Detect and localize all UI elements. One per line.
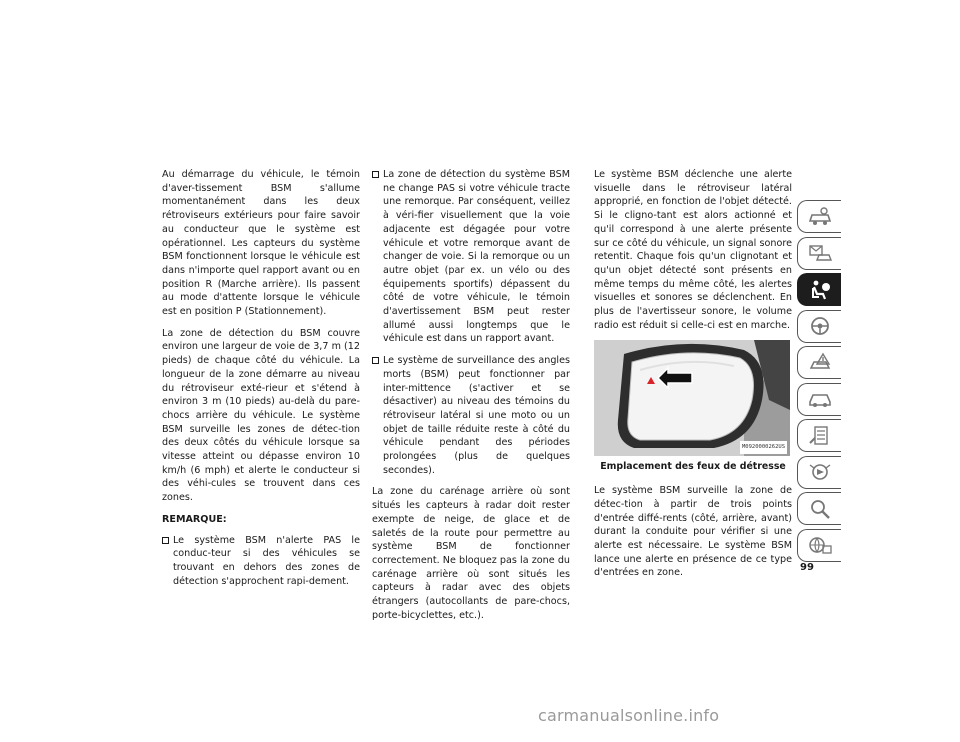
tab-hazard-warning[interactable] (797, 346, 841, 379)
bullet-item (372, 354, 570, 477)
tab-car-dashboard[interactable] (797, 200, 841, 233)
text-column-1 (162, 168, 360, 596)
bullet-item (162, 534, 360, 589)
watermark: carmanualsonline.info (538, 706, 720, 725)
tab-search[interactable] (797, 492, 841, 525)
paragraph-bsm-startup: Au démarrage du véhicule, le témoin d'aver-tissement BSM s'allume momentanément dans les deux rétroviseurs extérieurs pour faire savoir au conducteur que le système est opérationnel. Les capteurs du système BSM fonctionnent lorsque le véhicule est dans n'importe quel rapport avant ou en position R (Marche arrière). Ils passent au mode d'attente lorsque le véhicule est en position P (Stationnement). (162, 169, 360, 318)
text-column-3 (594, 168, 792, 588)
note-label: REMARQUE: (162, 513, 227, 525)
paragraph-detection-zone: La zone de détection du BSM couvre environ une largeur de voie de 3,7 m (12 pieds) de chaque côté du véhicule. La longueur de la zone démarre au niveau du rétroviseur exté-rieur et s'étend à environ 3 m (10 pieds) au-delà du pare-chocs arrière du véhicule. Le système BSM surveille les zones de détec-tion des deux côtés du véhicule lorsque sa vitesse atteint ou dépasse environ 10 km/h (6 mph) et alerte le conducteur si des véhi-cules se trouvent dans ces zones. (162, 327, 360, 504)
multimedia-icon (807, 461, 833, 483)
search-icon (807, 498, 833, 520)
car-service-icon (807, 388, 833, 410)
tab-multimedia[interactable] (797, 456, 841, 489)
tab-car-envelope[interactable] (797, 237, 841, 270)
steering-wheel-icon (807, 315, 833, 337)
checkbox-bullet-icon (162, 537, 169, 544)
bullet-text: Le système de surveillance des angles morts (BSM) peut fonctionner par inter-mittence (s'activer et se désactiver) au niveau des témoins du rétroviseur latéral si une moto ou un objet de taille réduite reste à côté du véhicule pendant des périodes prolongées (plus de quelques secondes). (383, 355, 570, 476)
paragraph-visual-alert: Le système BSM déclenche une alerte visuelle dans le rétroviseur latéral approprié, en fonction de l'objet détecté. Si le cligno-tant est alors actionné et qu'il correspond à une alerte présente sur ce côté du véhicule, un signal sonore retentit. Chaque fois qu'un clignotant et qu'un objet détecté sont présents en même temps du même côté, les alertes visuelles et sonores se déclenchent. En plus de l'avertisseur sonore, le volume radio est réduit si celle-ci est en marche. (594, 169, 792, 331)
car-dashboard-icon (807, 206, 833, 228)
checkbox-bullet-icon (372, 357, 379, 364)
figure-caption: Emplacement des feux de détresse (600, 461, 786, 473)
bullet-item (372, 168, 570, 346)
side-mirror-illustration (594, 340, 790, 456)
paragraph-entry-points: Le système BSM surveille la zone de détec-tion à partir de trois points d'entrée diffé-rents (côté, arrière, avant) durant la conduite pour vérifier si une alerte est nécessaire. Le système BSM lance une alerte en présence de ce type d'entrées en zone. (594, 485, 792, 579)
chapter-tabs (797, 200, 843, 565)
tab-airbag-seat[interactable] (797, 273, 841, 306)
tab-maintenance-checklist[interactable] (797, 419, 841, 452)
paragraph-rear-fascia: La zone du carénage arrière où sont situés les capteurs à radar doit rester exempte de neige, de glace et de saletés de la route pour permettre au système BSM de fonctionner correctement. Ne bloquez pas la zone du carénage arrière où sont situés les capteurs à radar avec des objets étrangers (autocollants de pare-chocs, porte-bicyclettes, etc.). (372, 486, 570, 621)
hazard-warning-icon (807, 352, 833, 374)
bullet-text: La zone de détection du système BSM ne change PAS si votre véhicule tracte une remorque. Par conséquent, veillez à véri-fier visuellement que la voie adjacente est dégagée pour votre véhicule et votre remorque avant de changer de voie. Si la remorque ou un autre objet (par ex. un vélo ou des équipements sportifs) dépassent du côté de votre véhicule, le témoin d'avertissement BSM peut rester allumé aussi longtemps que le véhicule est dans un rapport avant. (383, 169, 570, 345)
car-envelope-icon (807, 242, 833, 264)
tab-steering-wheel[interactable] (797, 310, 841, 343)
page-number: 99 (800, 562, 814, 573)
bullet-text: Le système BSM n'alerte PAS le conduc-teur si des véhicules se trouvant en dehors des zones de détection s'approchent rapi-dement. (173, 534, 360, 587)
tab-car-service[interactable] (797, 383, 841, 416)
text-column-2 (372, 168, 570, 631)
maintenance-checklist-icon (807, 425, 833, 447)
mirror-figure (594, 340, 790, 456)
figure-code: M0920000262US (740, 441, 787, 455)
checkbox-bullet-icon (372, 171, 379, 178)
airbag-seat-icon (807, 279, 833, 301)
language-icon (807, 534, 833, 556)
tab-language[interactable] (797, 529, 841, 562)
